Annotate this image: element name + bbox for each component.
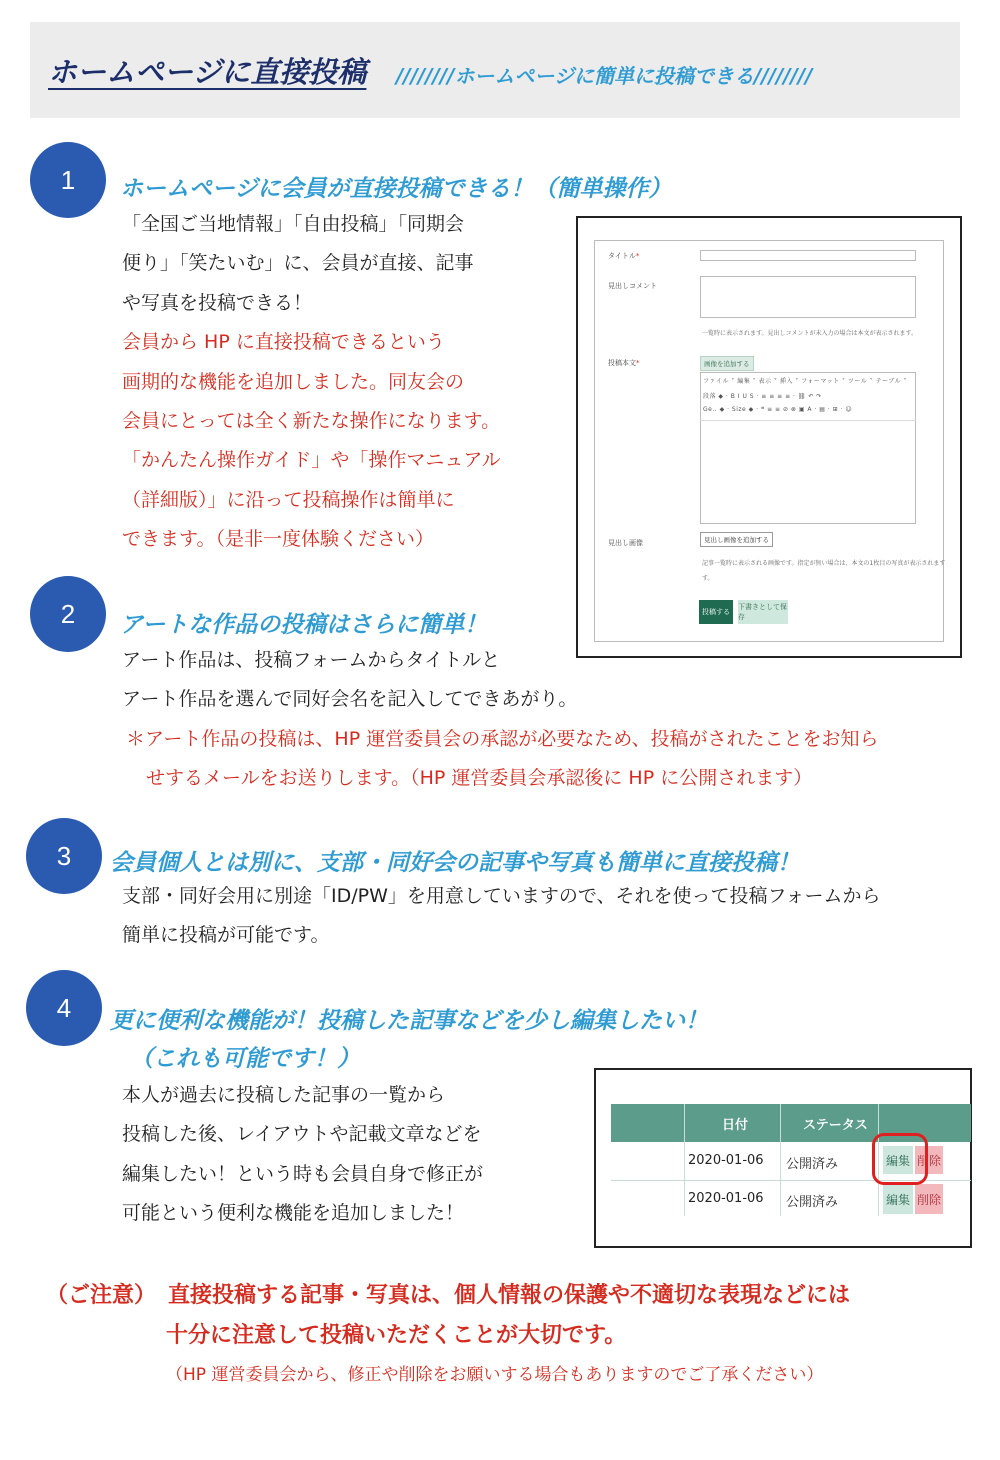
section-1-title: ホームページに会員が直接投稿できる！（簡単操作） bbox=[120, 176, 672, 202]
notice-line-2: 十分に注意して投稿いただくことが大切です。 bbox=[166, 1323, 627, 1348]
body-line: 支部・同好会用に別途「ID/PW」を用意していますので、それを使って投稿フォームから bbox=[122, 885, 881, 907]
form-comment-help: 一覧時に表示されます。見出しコメントが未入力の場合は本文が表示されます。 bbox=[702, 330, 918, 337]
editor-toolbar-2: Ge.. ◆ · Size ◆ · ❝ ≡ ≡ ⊘ ⊗ ▣ A · ▤ · ⊞ · ☺ bbox=[703, 406, 853, 413]
body-line-red: 画期的な機能を追加しました。同友会の bbox=[122, 370, 465, 393]
form-image-help-2: す。 bbox=[702, 575, 714, 582]
body-line: アート作品を選んで同好会名を記入してできあがり。 bbox=[122, 688, 578, 711]
notice-prefix: （ご注意） bbox=[46, 1283, 157, 1308]
editor-menubar: ファイル ˅ 編集 ˅ 表示 ˅ 挿入 ˅ フォーマット ˅ ツール ˅ テーブル ˅ bbox=[703, 378, 907, 385]
section-3-title: 会員個人とは別に、支部・同好会の記事や写真も簡単に直接投稿！ bbox=[110, 850, 800, 876]
row-2-date: 2020-01-06 bbox=[688, 1191, 764, 1206]
row-1-delete-button: 削除 bbox=[915, 1146, 943, 1174]
row-2-delete-button: 削除 bbox=[915, 1184, 943, 1214]
row-2-edit-button: 編集 bbox=[883, 1184, 913, 1214]
body-line: 簡単に投稿が可能です。 bbox=[122, 924, 330, 947]
note-line: せするメールをお送りします。（HP 運営委員会承認後に HP に公開されます） bbox=[146, 767, 813, 790]
section-2-note bbox=[126, 720, 878, 799]
page-title: ホームページに直接投稿 bbox=[48, 55, 367, 89]
form-image-label: 見出し画像 bbox=[608, 539, 643, 547]
body-line: 便り」「笑たいむ」に、会員が直接、記事 bbox=[122, 252, 474, 275]
body-line: 可能という便利な機能を追加しました！ bbox=[122, 1202, 465, 1225]
form-comment-input bbox=[700, 276, 916, 318]
col-divider bbox=[780, 1104, 781, 1216]
section-4-title-2: （これも可能です！） bbox=[130, 1046, 360, 1072]
notice-line-1: 直接投稿する記事・写真は、個人情報の保護や不適切な表現などには bbox=[168, 1283, 851, 1308]
body-line: 編集したい！という時も会員自身で修正が bbox=[122, 1162, 484, 1185]
add-heading-image-button: 見出し画像を追加する bbox=[700, 532, 773, 547]
form-body-label: 投稿本文* bbox=[608, 359, 640, 367]
body-line-red: 会員から HP に直接投稿できるという bbox=[122, 331, 445, 354]
section-1-body bbox=[122, 205, 501, 560]
body-line-red: 「かんたん操作ガイド」や「操作マニュアル bbox=[122, 449, 501, 472]
col-header-status: ステータス bbox=[803, 1118, 868, 1133]
section-2-number: 2 bbox=[30, 576, 106, 652]
body-line: 「全国ご当地情報」「自由投稿」「同期会 bbox=[122, 213, 465, 235]
section-4-title: 更に便利な機能が！投稿した記事などを少し編集したい！ bbox=[110, 1008, 708, 1034]
row-1-edit-button: 編集 bbox=[883, 1146, 913, 1174]
body-line: や写真を投稿できる！ bbox=[122, 291, 313, 314]
section-3-body bbox=[122, 877, 881, 956]
section-2-body bbox=[122, 641, 577, 720]
body-line: 投稿した後、レイアウトや記載文章などを bbox=[122, 1123, 482, 1146]
page-subtitle: ////////ホームページに簡単に投稿できる//////// bbox=[396, 64, 813, 88]
row-1-date: 2020-01-06 bbox=[688, 1153, 764, 1168]
row-2-status: 公開済み bbox=[786, 1195, 839, 1210]
note-line: ＊アート作品の投稿は、HP 運営委員会の承認が必要なため、投稿がされたことをお知ら bbox=[126, 728, 879, 750]
save-draft-button: 下書きとして保存 bbox=[738, 600, 788, 624]
edit-highlight-circle bbox=[872, 1133, 928, 1185]
section-1-number: 1 bbox=[30, 142, 106, 218]
form-image-help-1: 記事一覧時に表示される画像です。指定が無い場合は、本文の1枚目の写真が表示されます bbox=[702, 560, 946, 567]
add-media-button: 画像を追加する bbox=[700, 356, 754, 371]
body-line-red: できます。（是非一度体験ください） bbox=[122, 528, 434, 551]
row-1-status: 公開済み bbox=[786, 1157, 839, 1172]
section-4-body bbox=[122, 1076, 483, 1234]
form-title-label: タイトル* bbox=[608, 252, 640, 260]
notice-line-3: （HP 運営委員会から、修正や削除をお願いする場合もありますのでご了承ください） bbox=[166, 1365, 824, 1385]
section-3-number: 3 bbox=[26, 818, 102, 894]
editor-toolbar-1: 段落 ◆ · B I U S · ≡ ≡ ≡ ≡ · ⛓ ↶ ↷ bbox=[703, 393, 822, 400]
post-button: 投稿する bbox=[699, 600, 733, 624]
editor-divider bbox=[700, 420, 916, 421]
section-2-title: アートな作品の投稿はさらに簡単！ bbox=[120, 612, 488, 638]
col-header-date: 日付 bbox=[722, 1118, 749, 1133]
body-line: 本人が過去に投稿した記事の一覧から bbox=[122, 1084, 446, 1106]
col-divider bbox=[684, 1104, 685, 1216]
body-line-red: （詳細版）」に沿って投稿操作は簡単に bbox=[122, 488, 455, 511]
form-comment-label: 見出しコメント bbox=[608, 282, 657, 290]
body-line-red: 会員にとっては全く新たな操作になります。 bbox=[122, 410, 501, 433]
body-line: アート作品は、投稿フォームからタイトルと bbox=[122, 649, 501, 671]
form-title-input bbox=[700, 250, 916, 261]
section-4-number: 4 bbox=[26, 970, 102, 1046]
